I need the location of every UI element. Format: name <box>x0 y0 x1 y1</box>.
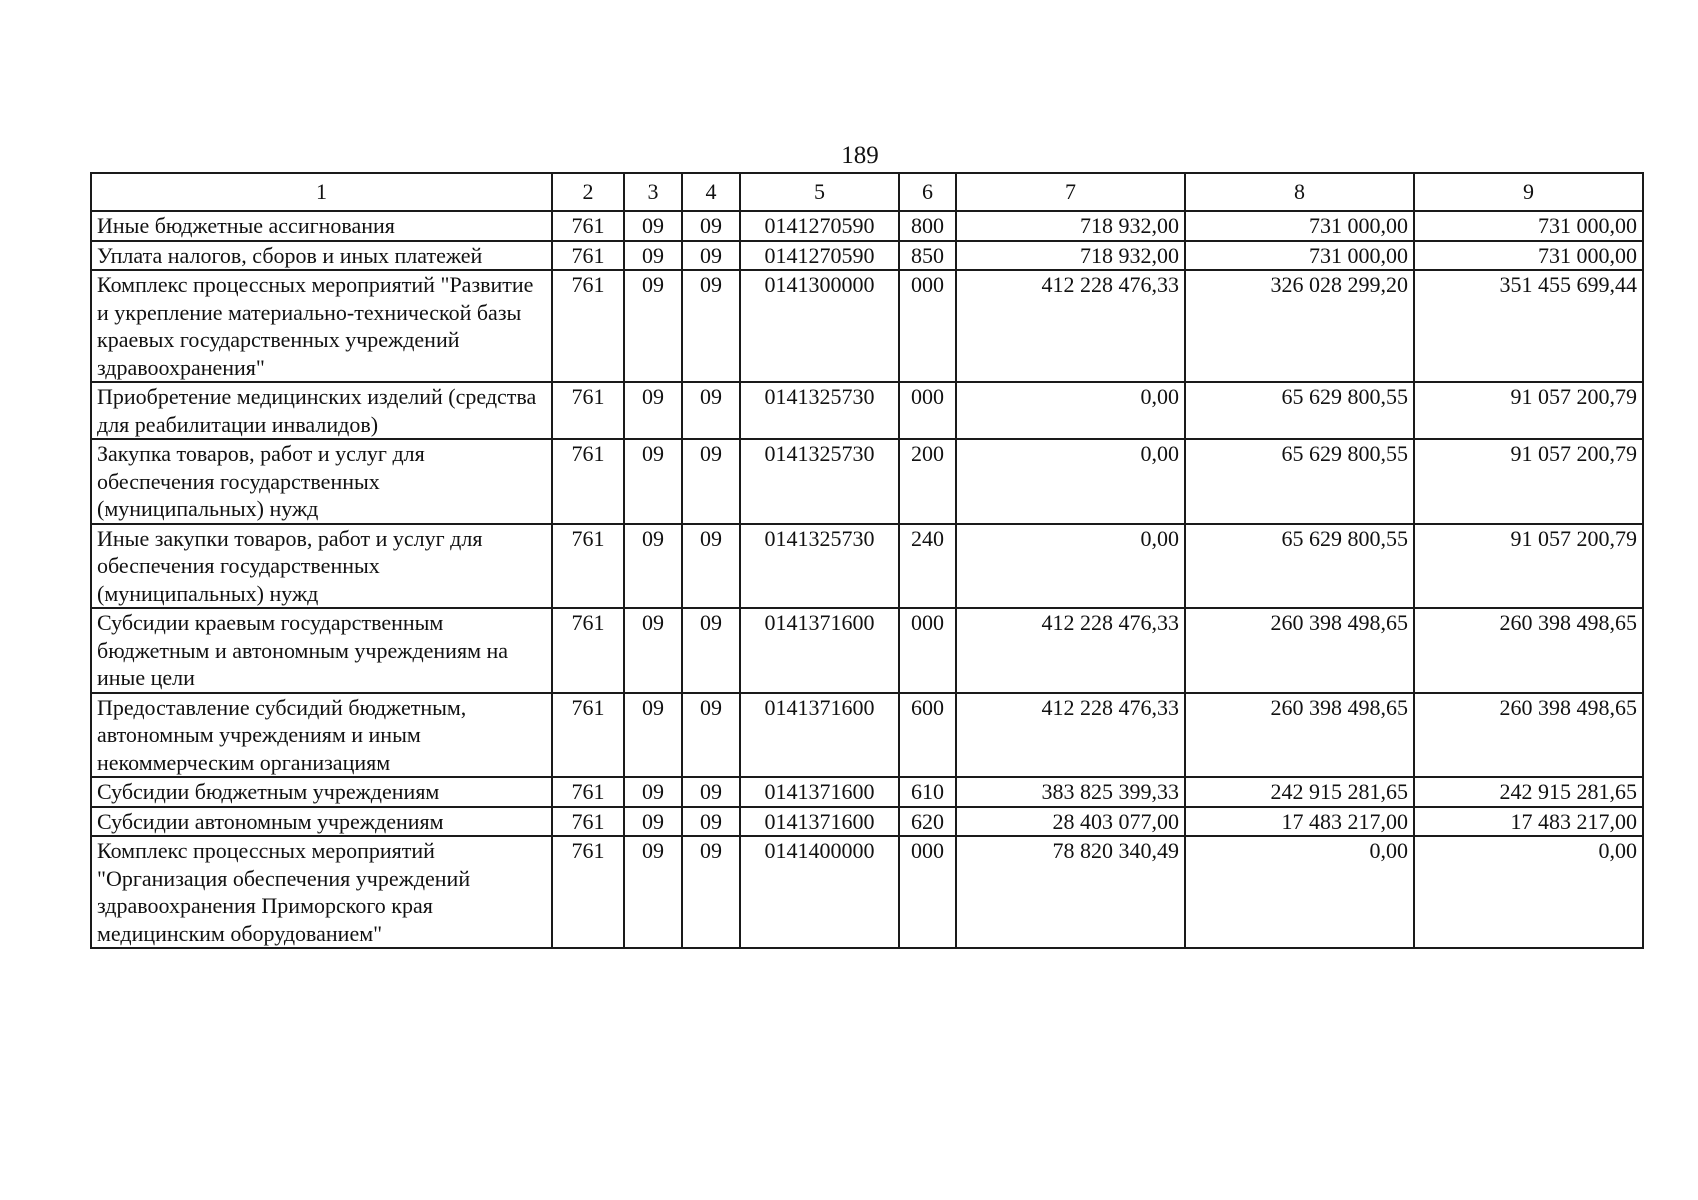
row-name-cell: Субсидии бюджетным учреждениям <box>91 777 552 807</box>
amount-cell: 412 228 476,33 <box>956 693 1185 778</box>
amount-cell: 0,00 <box>956 439 1185 524</box>
code-cell: 09 <box>682 211 740 241</box>
column-header: 5 <box>740 173 899 211</box>
row-name-cell: Субсидии автономным учреждениям <box>91 807 552 837</box>
code-cell: 09 <box>624 608 682 693</box>
code-cell: 09 <box>682 807 740 837</box>
row-name-cell: Предоставление субсидий бюджетным, автономным учреждениям и иным некоммерческим организациям <box>91 693 552 778</box>
amount-cell: 731 000,00 <box>1414 211 1643 241</box>
code-cell: 09 <box>624 439 682 524</box>
column-header: 9 <box>1414 173 1643 211</box>
code-cell: 000 <box>899 836 956 948</box>
code-cell: 09 <box>682 524 740 609</box>
row-name-cell: Комплекс процессных мероприятий "Развитие и укрепление материально-технической базы краевых государственных учреждений здравоохранения" <box>91 270 552 382</box>
code-cell: 09 <box>682 241 740 271</box>
table-row <box>91 439 1643 524</box>
amount-cell: 17 483 217,00 <box>1414 807 1643 837</box>
amount-cell: 0,00 <box>956 524 1185 609</box>
code-cell: 0141325730 <box>740 439 899 524</box>
amount-cell: 242 915 281,65 <box>1414 777 1643 807</box>
row-name-cell: Уплата налогов, сборов и иных платежей <box>91 241 552 271</box>
table-row <box>91 382 1643 439</box>
table-row <box>91 693 1643 778</box>
amount-cell: 718 932,00 <box>956 211 1185 241</box>
code-cell: 761 <box>552 439 624 524</box>
table-row <box>91 777 1643 807</box>
row-name-cell: Субсидии краевым государственным бюджетным и автономным учреждениям на иные цели <box>91 608 552 693</box>
table-row <box>91 807 1643 837</box>
table-row <box>91 241 1643 271</box>
amount-cell: 78 820 340,49 <box>956 836 1185 948</box>
amount-cell: 412 228 476,33 <box>956 270 1185 382</box>
amount-cell: 65 629 800,55 <box>1185 382 1414 439</box>
code-cell: 09 <box>624 241 682 271</box>
column-header: 6 <box>899 173 956 211</box>
code-cell: 0141371600 <box>740 608 899 693</box>
amount-cell: 731 000,00 <box>1185 211 1414 241</box>
code-cell: 761 <box>552 270 624 382</box>
amount-cell: 242 915 281,65 <box>1185 777 1414 807</box>
code-cell: 09 <box>624 524 682 609</box>
code-cell: 0141270590 <box>740 211 899 241</box>
amount-cell: 0,00 <box>1414 836 1643 948</box>
code-cell: 610 <box>899 777 956 807</box>
code-cell: 761 <box>552 608 624 693</box>
code-cell: 09 <box>624 807 682 837</box>
amount-cell: 260 398 498,65 <box>1414 608 1643 693</box>
column-header: 1 <box>91 173 552 211</box>
amount-cell: 260 398 498,65 <box>1185 608 1414 693</box>
code-cell: 09 <box>624 270 682 382</box>
code-cell: 09 <box>624 836 682 948</box>
code-cell: 0141325730 <box>740 382 899 439</box>
amount-cell: 0,00 <box>956 382 1185 439</box>
amount-cell: 718 932,00 <box>956 241 1185 271</box>
page-number: 189 <box>841 142 879 169</box>
amount-cell: 28 403 077,00 <box>956 807 1185 837</box>
code-cell: 0141270590 <box>740 241 899 271</box>
amount-cell: 351 455 699,44 <box>1414 270 1643 382</box>
code-cell: 09 <box>624 693 682 778</box>
amount-cell: 0,00 <box>1185 836 1414 948</box>
amount-cell: 260 398 498,65 <box>1414 693 1643 778</box>
code-cell: 0141371600 <box>740 693 899 778</box>
table-row <box>91 836 1643 948</box>
code-cell: 09 <box>624 382 682 439</box>
column-header: 4 <box>682 173 740 211</box>
amount-cell: 17 483 217,00 <box>1185 807 1414 837</box>
code-cell: 000 <box>899 382 956 439</box>
code-cell: 0141325730 <box>740 524 899 609</box>
header-row <box>91 173 1643 211</box>
amount-cell: 91 057 200,79 <box>1414 382 1643 439</box>
code-cell: 000 <box>899 608 956 693</box>
row-name-cell: Иные бюджетные ассигнования <box>91 211 552 241</box>
code-cell: 761 <box>552 211 624 241</box>
column-header: 8 <box>1185 173 1414 211</box>
code-cell: 240 <box>899 524 956 609</box>
amount-cell: 65 629 800,55 <box>1185 524 1414 609</box>
row-name-cell: Комплекс процессных мероприятий "Организация обеспечения учреждений здравоохранения Приморского края медицинским оборудованием" <box>91 836 552 948</box>
code-cell: 800 <box>899 211 956 241</box>
code-cell: 09 <box>682 439 740 524</box>
code-cell: 09 <box>682 382 740 439</box>
table-row <box>91 211 1643 241</box>
amount-cell: 65 629 800,55 <box>1185 439 1414 524</box>
row-name-cell: Иные закупки товаров, работ и услуг для обеспечения государственных (муниципальных) нужд <box>91 524 552 609</box>
table-row <box>91 270 1643 382</box>
amount-cell: 326 028 299,20 <box>1185 270 1414 382</box>
code-cell: 850 <box>899 241 956 271</box>
amount-cell: 91 057 200,79 <box>1414 524 1643 609</box>
code-cell: 000 <box>899 270 956 382</box>
code-cell: 09 <box>624 777 682 807</box>
amount-cell: 731 000,00 <box>1414 241 1643 271</box>
code-cell: 0141400000 <box>740 836 899 948</box>
column-header: 2 <box>552 173 624 211</box>
amount-cell: 260 398 498,65 <box>1185 693 1414 778</box>
code-cell: 200 <box>899 439 956 524</box>
code-cell: 761 <box>552 524 624 609</box>
row-name-cell: Приобретение медицинских изделий (средства для реабилитации инвалидов) <box>91 382 552 439</box>
code-cell: 09 <box>682 693 740 778</box>
code-cell: 0141371600 <box>740 807 899 837</box>
code-cell: 09 <box>682 270 740 382</box>
table-row <box>91 524 1643 609</box>
code-cell: 09 <box>682 777 740 807</box>
budget-table <box>90 172 1644 949</box>
code-cell: 761 <box>552 777 624 807</box>
code-cell: 761 <box>552 807 624 837</box>
code-cell: 761 <box>552 382 624 439</box>
column-header: 3 <box>624 173 682 211</box>
code-cell: 09 <box>682 608 740 693</box>
table-row <box>91 608 1643 693</box>
code-cell: 761 <box>552 836 624 948</box>
amount-cell: 91 057 200,79 <box>1414 439 1643 524</box>
code-cell: 0141371600 <box>740 777 899 807</box>
column-header: 7 <box>956 173 1185 211</box>
code-cell: 761 <box>552 241 624 271</box>
amount-cell: 412 228 476,33 <box>956 608 1185 693</box>
code-cell: 620 <box>899 807 956 837</box>
amount-cell: 383 825 399,33 <box>956 777 1185 807</box>
code-cell: 09 <box>682 836 740 948</box>
row-name-cell: Закупка товаров, работ и услуг для обеспечения государственных (муниципальных) нужд <box>91 439 552 524</box>
code-cell: 09 <box>624 211 682 241</box>
code-cell: 0141300000 <box>740 270 899 382</box>
amount-cell: 731 000,00 <box>1185 241 1414 271</box>
code-cell: 761 <box>552 693 624 778</box>
code-cell: 600 <box>899 693 956 778</box>
